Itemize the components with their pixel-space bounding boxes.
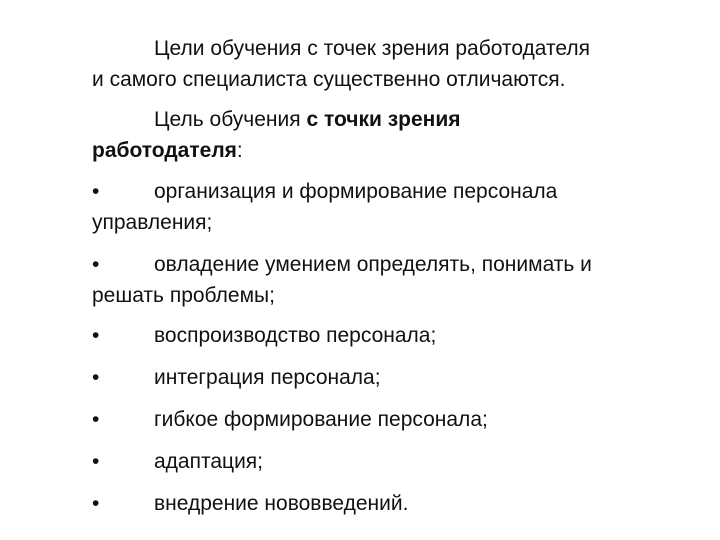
bullet-icon: • <box>92 408 100 431</box>
bullet-icon: • <box>92 366 100 389</box>
list-item-text: организация и формирование персонала <box>154 180 558 203</box>
list-item-text: интеграция персонала; <box>154 366 381 389</box>
list-item <box>92 446 263 477</box>
list-item-continuation: решать проблемы; <box>92 284 275 307</box>
goal-heading-prefix: Цель обучения <box>154 108 307 131</box>
intro-line-2: и самого специалиста существенно отличаются. <box>92 68 566 91</box>
goal-heading-bold-2: работодателя <box>92 139 237 162</box>
list-item <box>92 249 692 311</box>
list-item <box>92 176 692 238</box>
list-item <box>92 362 381 393</box>
list-item-text: гибкое формирование персонала; <box>154 408 488 431</box>
intro-line-1-text: Цели обучения с точек зрения работодателя <box>154 37 590 60</box>
goal-heading-line-2 <box>92 135 692 166</box>
bullet-icon: • <box>92 324 100 347</box>
list-item-line-1 <box>92 249 692 280</box>
list-item-text: овладение умением определять, понимать и <box>154 253 592 276</box>
bullet-icon: • <box>92 180 100 203</box>
bullet-icon: • <box>92 253 100 276</box>
goal-heading-line-1 <box>92 104 692 135</box>
intro-paragraph <box>92 33 692 95</box>
intro-line-1 <box>92 33 692 64</box>
goal-heading <box>92 104 692 166</box>
bullet-icon: • <box>92 492 100 515</box>
list-item <box>92 488 408 519</box>
list-item-text: внедрение нововведений. <box>154 492 409 515</box>
list-item <box>92 404 488 435</box>
list-item-text: воспроизводство персонала; <box>154 324 437 347</box>
goal-heading-bold-1: с точки зрения <box>306 108 461 131</box>
bullet-icon: • <box>92 450 100 473</box>
list-item-continuation: управления; <box>92 211 213 234</box>
list-item-text: адаптация; <box>154 450 264 473</box>
list-item-line-1 <box>92 176 692 207</box>
goal-heading-suffix: : <box>236 139 243 162</box>
list-item <box>92 320 436 351</box>
